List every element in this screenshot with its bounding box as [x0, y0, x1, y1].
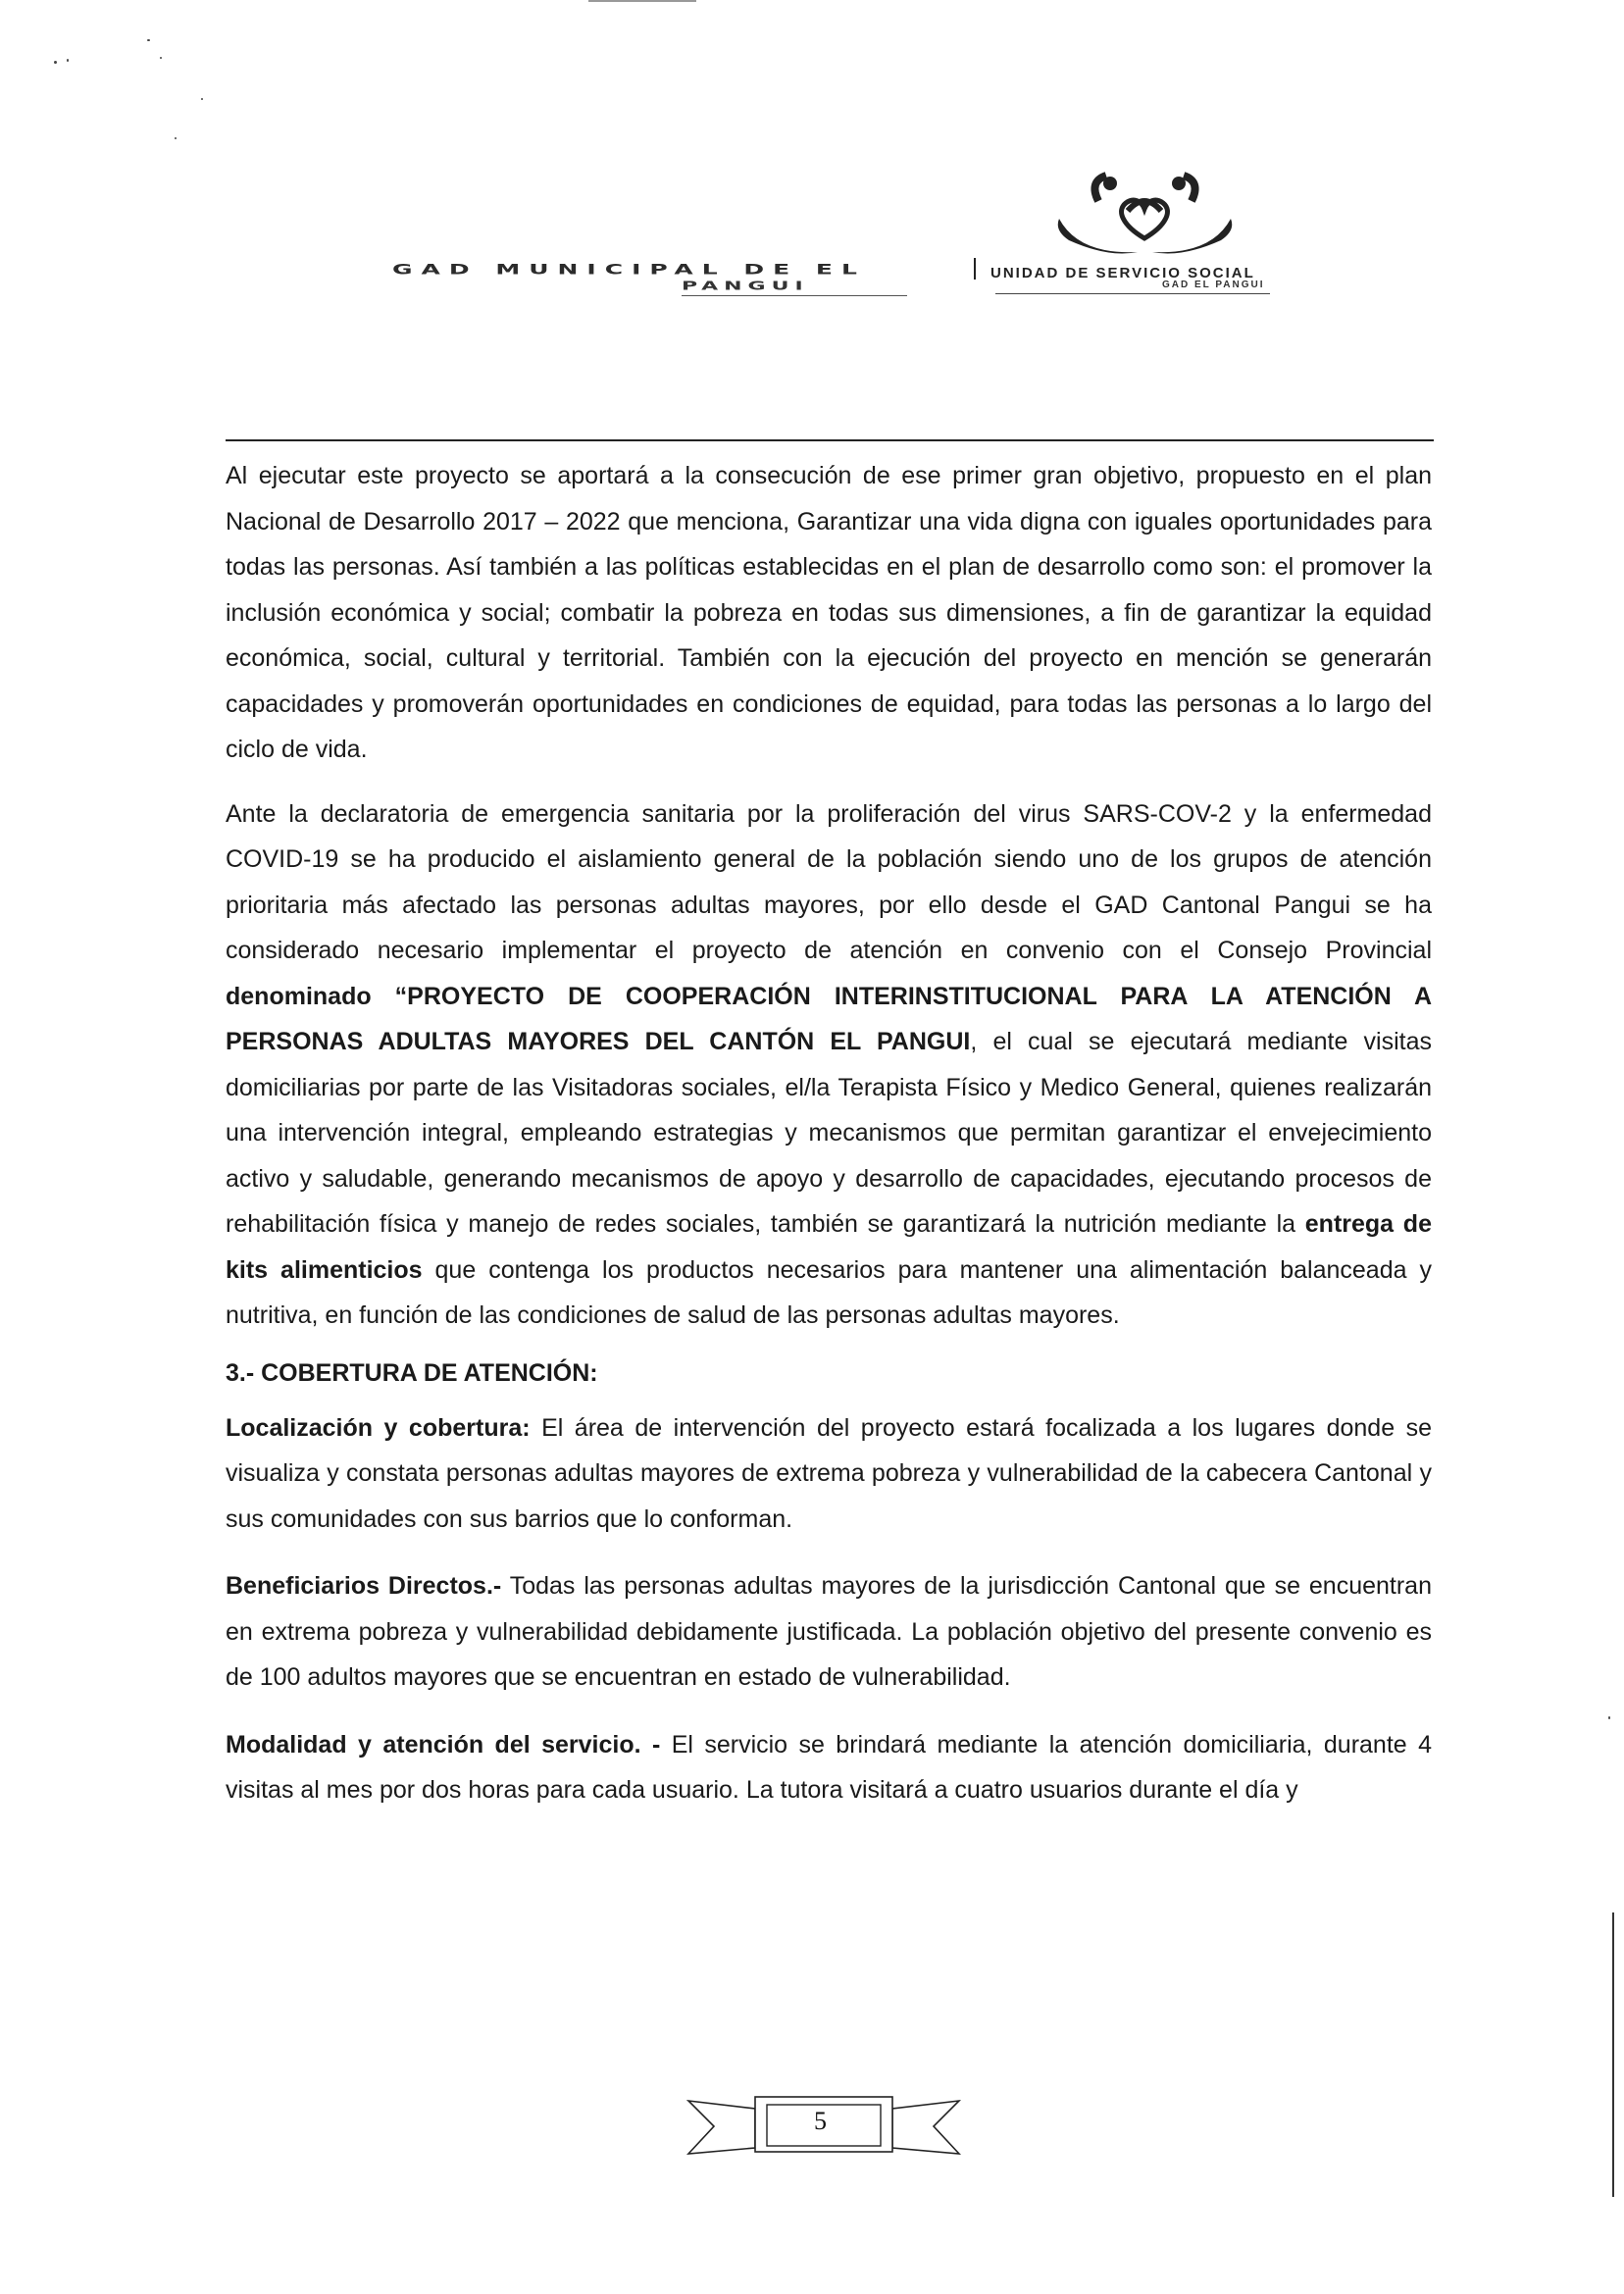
page-number-ribbon	[686, 2087, 961, 2162]
paragraph-localizacion	[226, 1405, 1432, 1543]
header-separator	[974, 258, 976, 280]
scan-top-mark	[588, 0, 696, 2]
institution-name: GAD MUNICIPAL DE EL	[392, 262, 866, 278]
page-number: 5	[814, 2107, 827, 2135]
modalidad-text: El servicio se brindará mediante la atención domiciliaria, durante 4 visitas al mes por dos horas para cada usuario. La tutora visitará a cuatro usuarios durante el día y	[226, 1730, 1433, 1804]
document-body	[226, 453, 1432, 1813]
scan-speck	[54, 61, 57, 64]
scan-speck	[160, 57, 162, 59]
institution-sub: PANGUI	[682, 280, 809, 293]
scan-speck	[67, 59, 69, 62]
paragraph-beneficiarios	[226, 1563, 1432, 1701]
scan-edge-line	[1612, 1912, 1614, 2197]
institution-underline	[682, 295, 907, 296]
paragraph-emergency	[226, 791, 1432, 1339]
beneficiarios-label: Beneficiarios Directos.-	[226, 1572, 502, 1600]
paragraph-objective: Al ejecutar este proyecto se aportará a la consecución de ese primer gran objetivo, propuesto en el plan Nacional de Desarrollo 2017 – 2022 que menciona, Garantizar una vida digna con iguales oportunidades para todas las personas. Así también a las políticas establecidas en el plan de desarrollo como son: el promover la inclusión económica y social; combatir la pobreza en todas sus dimensiones, a fin de garantizar la equidad económica, social, cultural y territorial. También con la ejecución del proyecto en mención se generarán capacidades y promoverán oportunidades en condiciones de equidad, para todas las personas a lo largo del ciclo de vida.	[226, 462, 1432, 763]
section-heading: 3.- COBERTURA DE ATENCIÓN:	[226, 1358, 598, 1387]
hands-heart-logo-icon	[1030, 172, 1265, 270]
beneficiarios-text: Todas las personas adultas mayores de la jurisdicción Cantonal que se encuentran en extrema pobreza y vulnerabilidad debidamente justificada. La población objetivo del presente convenio es de 100 adultos mayores que se encuentran en estado de vulnerabilidad.	[226, 1572, 1432, 1691]
scan-speck	[175, 137, 177, 139]
scan-speck	[201, 98, 203, 100]
project-name: denominado “PROYECTO DE COOPERACIÓN INTERINSTITUCIONAL PARA LA ATENCIÓN A PERSONAS ADULTAS MAYORES DEL CANTÓN EL PANGUI	[226, 982, 1432, 1055]
header-rule	[226, 439, 1434, 441]
unit-sub: GAD EL PANGUI	[1162, 280, 1265, 290]
localizacion-text: El área de intervención del proyecto estará focalizada a los lugares donde se visualiza y constata personas adultas mayores de extrema pobreza y vulnerabilidad de la cabecera Cantonal y sus comunidades con sus barrios que lo conforman.	[226, 1413, 1432, 1533]
kits-phrase: entrega de kits alimenticios	[226, 1210, 1432, 1284]
scan-speck	[147, 39, 150, 41]
paragraph-modalidad	[226, 1722, 1432, 1813]
paragraph-emergency-text-a: Ante la declaratoria de emergencia sanitaria por la proliferación del virus SARS-COV-2 y la enfermedad COVID-19 se ha producido el aislamiento general de la población siendo uno de los grupos de atención prioritaria más afectado las personas adultas mayores, por ello desde el GAD Cantonal Pangui se ha considerado necesario implementar el proyecto de atención en convenio con el Consejo Provincial	[226, 799, 1432, 964]
scan-speck	[1608, 1716, 1610, 1719]
modalidad-label: Modalidad y atención del servicio. -	[226, 1730, 661, 1759]
letterhead	[382, 172, 1314, 338]
paragraph-emergency-text-c: que contenga los productos necesarios para mantener una alimentación balanceada y nutritiva, en función de las condiciones de salud de las personas adultas mayores.	[226, 1255, 1432, 1329]
paragraph-emergency-text-b: , el cual se ejecutará mediante visitas domiciliarias por parte de las Visitadoras sociales, el/la Terapista Físico y Medico General, quienes realizarán una intervención integral, empleando estrategias y mecanismos que permitan garantizar el envejecimiento activo y saludable, generando mecanismos de apoyo y desarrollo de capacidades, ejecutando procesos de rehabilitación física y manejo de redes sociales, también se garantizará la nutrición mediante la	[226, 1028, 1432, 1238]
localizacion-label: Localización y cobertura:	[226, 1413, 531, 1442]
unit-name: UNIDAD DE SERVICIO SOCIAL	[990, 265, 1255, 281]
unit-underline	[995, 293, 1270, 294]
